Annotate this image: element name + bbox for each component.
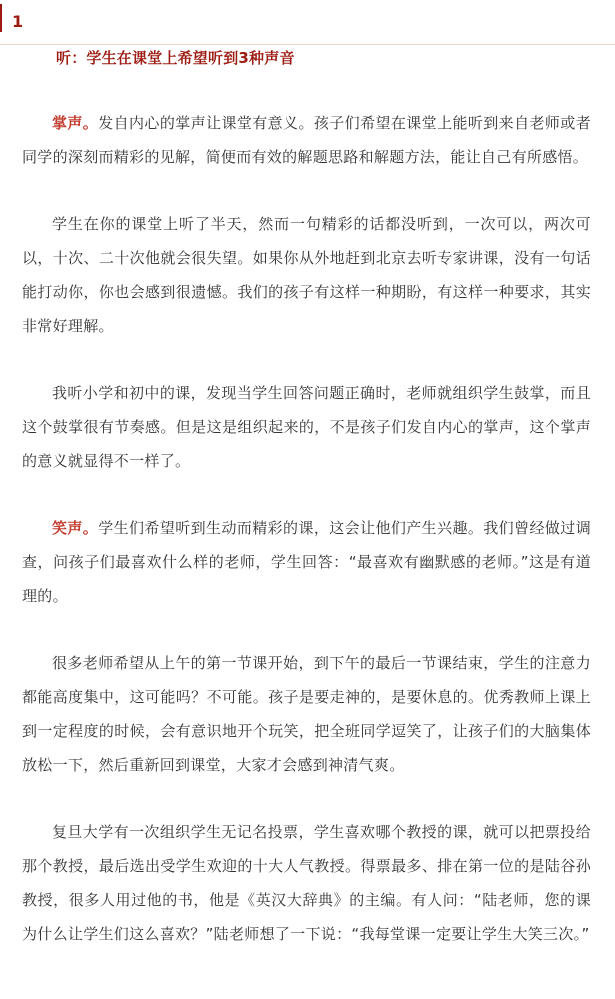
paragraph-lead-laughter: 笑声。 — [52, 519, 99, 537]
accent-bar — [0, 4, 2, 32]
paragraph-text: 我听小学和初中的课，发现当学生回答问题正确时，老师就组织学生鼓掌，而且这个鼓掌很有节奏感。但是这是组织起来的，不是孩子们发自内心的掌声，这个掌声的意义就显得不一样了。 — [22, 384, 591, 470]
paragraph-text: 很多老师希望从上午的第一节课开始，到下午的最后一节课结束，学生的注意力都能高度集中，这可能吗？不可能。孩子是要走神的，是要休息的。优秀教师上课上到一定程度的时候，会有意识地开个玩笑，把全班同学逗笑了，让孩子们的大脑集体放松一下，然后重新回到课堂，大家才会感到神清气爽。 — [22, 654, 591, 774]
paragraph-applause — [22, 106, 591, 174]
article-body — [22, 106, 591, 984]
paragraph — [22, 376, 591, 478]
paragraph — [22, 646, 591, 782]
paragraph-laughter — [22, 511, 591, 613]
paragraph-text: 学生在你的课堂上听了半天，然而一句精彩的话都没听到，一次可以，两次可以，十次、二十次他就会很失望。如果你从外地赶到北京去听专家讲课，没有一句话能打动你，你也会感到很遗憾。我们的孩子有这样一种期盼，有这样一种要求，其实非常好理解。 — [22, 215, 591, 335]
paragraph — [22, 207, 591, 343]
paragraph-text: 学生们希望听到生动而精彩的课，这会让他们产生兴趣。我们曾经做过调查，问孩子们最喜欢什么样的老师，学生回答：“最喜欢有幽默感的老师。”这是有道理的。 — [22, 519, 591, 605]
paragraph-text: 发自内心的掌声让课堂有意义。孩子们希望在课堂上能听到来自老师或者同学的深刻而精彩的见解，简便而有效的解题思路和解题方法，能让自己有所感悟。 — [22, 114, 591, 166]
section-header — [0, 0, 615, 45]
paragraph-lead-applause: 掌声。 — [52, 114, 99, 132]
section-number: 1 — [12, 12, 24, 31]
paragraph — [22, 815, 591, 951]
section-title: 听：学生在课堂上希望听到3种声音 — [56, 49, 295, 67]
paragraph-text: 复旦大学有一次组织学生无记名投票，学生喜欢哪个教授的课，就可以把票投给那个教授，最后选出受学生欢迎的十大人气教授。得票最多、排在第一位的是陆谷孙教授，很多人用过他的书，他是《英汉大辞典》的主编。有人问：“陆老师，您的课为什么让学生们这么喜欢？”陆老师想了一下说：“我每堂课一定要让学生大笑三次。” — [22, 823, 591, 943]
